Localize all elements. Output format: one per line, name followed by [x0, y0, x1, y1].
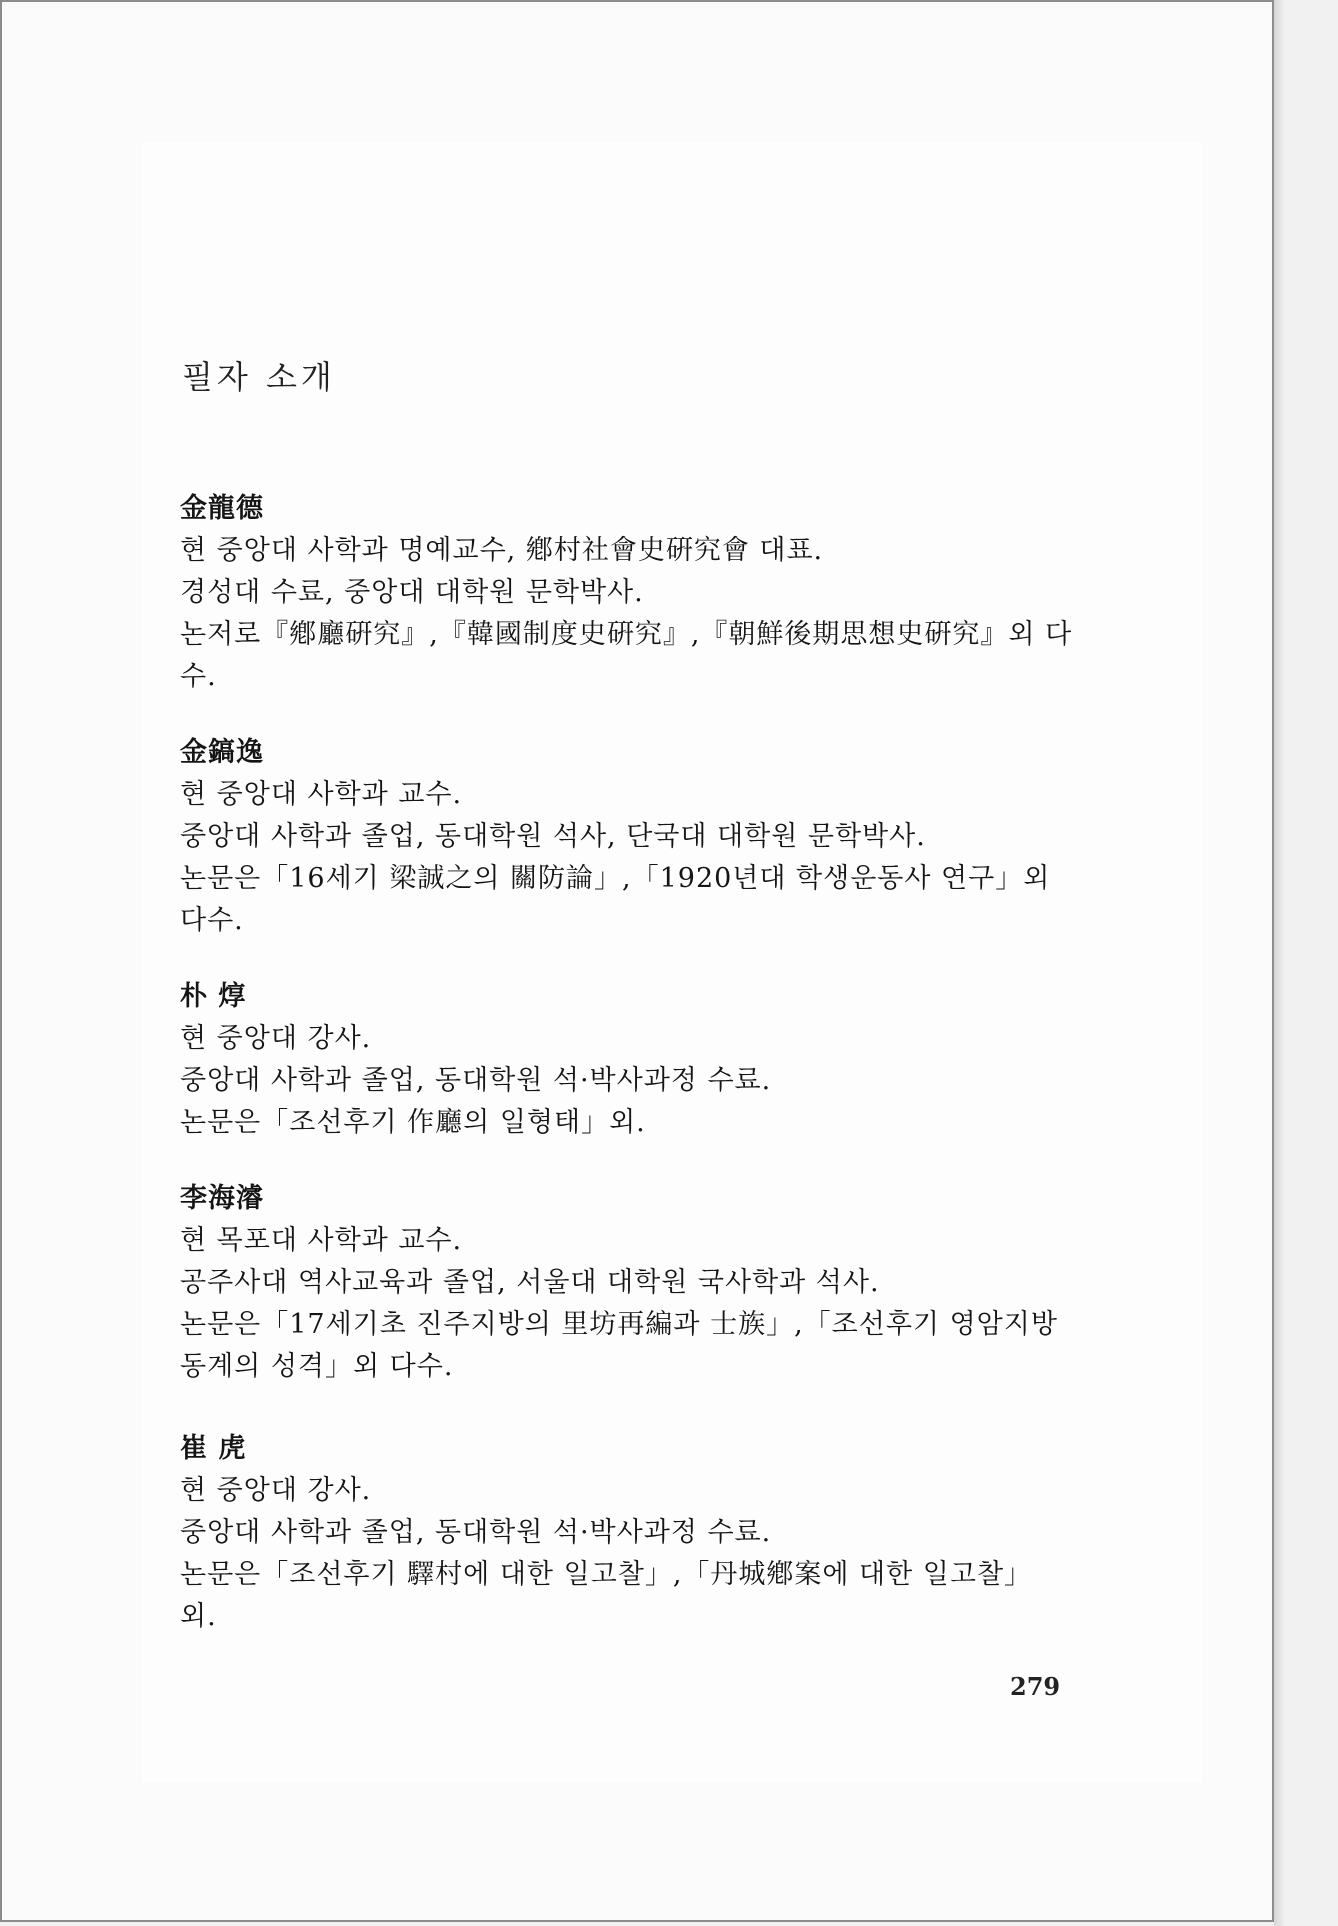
author-works-continued: 동계의 성격」외 다수. — [180, 1351, 454, 1382]
author-works-continued: 외. — [180, 1601, 217, 1632]
author-works: 논문은「16세기 梁誠之의 關防論」,「1920년대 학생운동사 연구」외 — [180, 863, 1051, 894]
author-entry-5 — [180, 1428, 1080, 1638]
author-entry-2 — [180, 732, 1080, 942]
author-works: 논문은「조선후기 作廳의 일형태」외. — [180, 1107, 646, 1138]
author-position: 현 목포대 사학과 교수. — [180, 1225, 463, 1256]
author-name: 金鎬逸 — [180, 737, 264, 768]
author-education: 중앙대 사학과 졸업, 동대학원 석사, 단국대 대학원 문학박사. — [180, 821, 926, 852]
author-works-continued: 수. — [180, 661, 217, 692]
author-works: 논문은「17세기초 진주지방의 里坊再編과 士族」,「조선후기 영암지방 — [180, 1309, 1058, 1340]
author-entry-3 — [180, 976, 1080, 1144]
author-education: 중앙대 사학과 졸업, 동대학원 석·박사과정 수료. — [180, 1517, 772, 1548]
author-position: 현 중앙대 사학과 교수. — [180, 779, 463, 810]
page-edge-shadow — [1274, 0, 1286, 1926]
author-works-continued: 다수. — [180, 905, 244, 936]
author-position: 현 중앙대 강사. — [180, 1023, 372, 1054]
author-name: 金龍德 — [180, 493, 264, 524]
author-works: 논저로『鄕廳硏究』,『韓國制度史硏究』,『朝鮮後期思想史硏究』외 다 — [180, 619, 1073, 650]
author-education: 경성대 수료, 중앙대 대학원 문학박사. — [180, 577, 644, 608]
author-position: 현 중앙대 강사. — [180, 1475, 372, 1506]
author-name: 崔 虎 — [180, 1433, 247, 1464]
page-number: 279 — [1010, 1672, 1061, 1701]
author-entry-4 — [180, 1178, 1080, 1388]
author-education: 중앙대 사학과 졸업, 동대학원 석·박사과정 수료. — [180, 1065, 772, 1096]
author-entry-1 — [180, 488, 1080, 698]
author-name: 李海濬 — [180, 1183, 264, 1214]
author-name: 朴 焞 — [180, 981, 247, 1012]
section-title: 필자 소개 — [182, 358, 336, 396]
author-education: 공주사대 역사교육과 졸업, 서울대 대학원 국사학과 석사. — [180, 1267, 880, 1298]
author-works: 논문은「조선후기 驛村에 대한 일고찰」,「丹城鄕案에 대한 일고찰」 — [180, 1559, 1033, 1590]
author-position: 현 중앙대 사학과 명예교수, 鄕村社會史硏究會 대표. — [180, 535, 824, 566]
